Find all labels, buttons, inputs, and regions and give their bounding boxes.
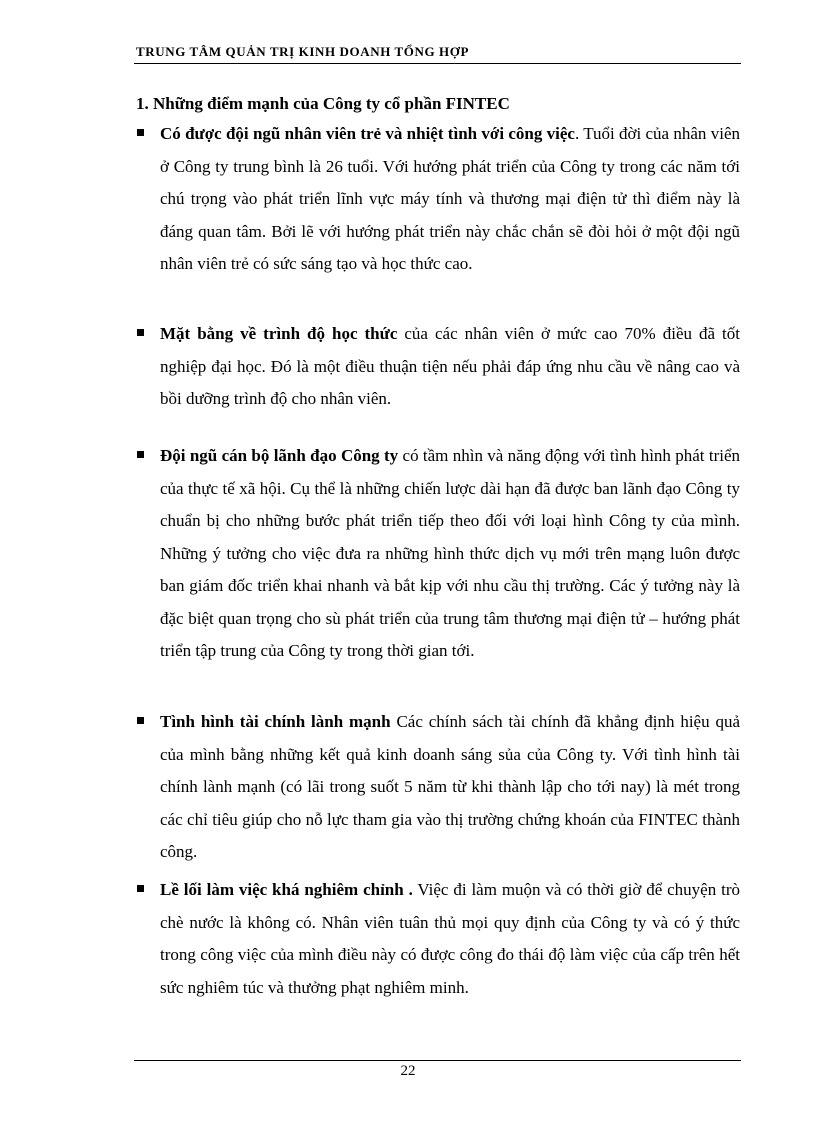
section-title: 1. Những điểm mạnh của Công ty cổ phần FINTEC xyxy=(136,94,510,113)
bullet-item xyxy=(160,318,740,416)
bullet-text: Việc đi làm muộn và có thời giờ để chuyện trò chè nước là không có. Nhân viên tuân thủ mọi quy định của Công ty và có ý thức trong công việc của mình điều này có được công đo thái độ làm việc của cấp trên hết sức nghiêm túc và thưởng phạt nghiêm minh. xyxy=(160,880,740,997)
square-bullet-icon xyxy=(137,451,144,458)
square-bullet-icon xyxy=(137,885,144,892)
square-bullet-icon xyxy=(137,129,144,136)
bullet-item xyxy=(160,706,740,869)
bullet-lead: Đội ngũ cán bộ lãnh đạo Công ty xyxy=(160,446,399,465)
bullet-lead: Lề lối làm việc khá nghiêm chỉnh . xyxy=(160,880,413,899)
bullet-item xyxy=(160,440,740,668)
square-bullet-icon xyxy=(137,717,144,724)
page-number: 22 xyxy=(400,1063,416,1079)
bullet-item xyxy=(160,874,740,1004)
bullet-text: . Tuổi đời của nhân viên ở Công ty trung bình là 26 tuổi. Với hướng phát triển của Công ty trong các năm tới chú trọng vào phát triển lĩnh vực máy tính và thương mại điện tử thì điểm này là đáng quan tâm. Bởi lẽ với hướng phát triển này chắc chắn sẽ đòi hỏi ở một đội ngũ nhân viên trẻ có sức sáng tạo và học thức cao. xyxy=(160,124,740,273)
bullet-item xyxy=(160,118,740,281)
footer-divider xyxy=(134,1060,741,1061)
header-divider xyxy=(134,63,741,64)
running-header: TRUNG TÂM QUẢN TRỊ KINH DOANH TỔNG HỢP xyxy=(136,44,470,59)
square-bullet-icon xyxy=(137,329,144,336)
bullet-lead: Có được đội ngũ nhân viên trẻ và nhiệt tình với công việc xyxy=(160,124,575,143)
bullet-text: Các chính sách tài chính đã khẳng định hiệu quả của mình bằng những kết quả kinh doanh sáng sủa của Công ty. Với tình hình tài chính lành mạnh (có lãi trong suốt 5 năm từ khi thành lập cho tới nay) là mét trong các chỉ tiêu giúp cho nỗ lực tham gia vào thị trường chứng khoán của FINTEC thành công. xyxy=(160,712,741,861)
bullet-text: có tầm nhìn và năng động với tình hình phát triển của thực tế xã hội. Cụ thể là những chiến lược dài hạn đã được ban lãnh đạo Công ty chuẩn bị cho những bước phát triển tiếp theo đối với loại hình Công ty của mình. Những ý tưởng cho việc đưa ra những hình thức dịch vụ mới trên mạng luôn được ban giám đốc triển khai nhanh và bắt kịp với nhu cầu thị trường. Các ý tưởng này là đặc biệt quan trọng cho sù phát triển của trung tâm thương mại điện tử – hướng phát triển tập trung của Công ty trong thời gian tới. xyxy=(160,446,741,660)
bullet-text: của các nhân viên ở mức cao 70% điều đã tốt nghiệp đại học. Đó là một điều thuận tiện nếu phải đáp ứng nhu cầu về nâng cao và bồi dưỡng trình độ cho nhân viên. xyxy=(160,324,740,408)
bullet-lead: Mặt bằng về trình độ học thức xyxy=(160,324,398,343)
bullet-lead: Tình hình tài chính lành mạnh xyxy=(160,712,391,731)
